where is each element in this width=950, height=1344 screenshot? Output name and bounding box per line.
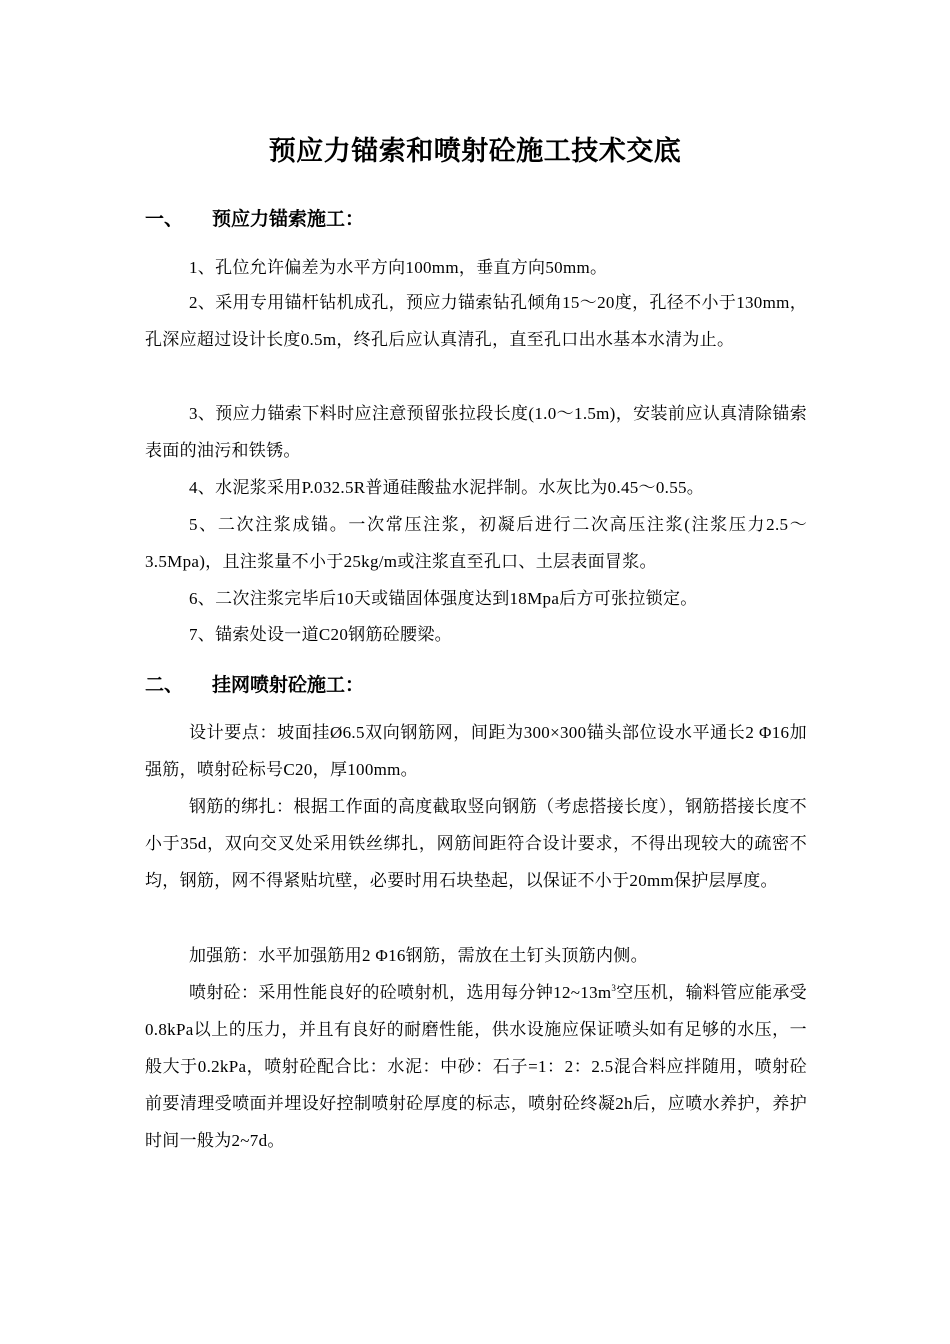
section-1-item-5: 5、二次注浆成锚。一次常压注浆，初凝后进行二次高压注浆(注浆压力2.5～3.5Mpa)，且注浆量不小于25kg/m或注浆直至孔口、土层表面冒浆。 (145, 515, 807, 571)
section-1-title: 预应力锚索施工： (212, 208, 365, 230)
section-1-item-3: 3、预应力锚索下料时应注意预留张拉段长度(1.0～1.5m)，安装前应认真清除锚索表面的油污和铁锈。 (145, 404, 807, 460)
section-1-item-7: 7、锚索处设一道C20钢筋砼腰梁。 (189, 625, 452, 644)
section-1-heading (145, 205, 805, 233)
section-2-reinforcing-bars: 加强筋：水平加强筋用2 Φ16钢筋，需放在土钉头顶筋内侧。 (189, 946, 648, 965)
section-2-shotcrete (145, 974, 807, 1159)
section-1-item-4: 4、水泥浆采用P.032.5R普通硅酸盐水泥拌制。水灰比为0.45～0.55。 (189, 478, 705, 497)
section-1-item-2: 2、采用专用锚杆钻机成孔，预应力锚索钻孔倾角15～20度，孔径不小于130mm，孔深应超过设计长度0.5m，终孔后应认真清孔，直至孔口出水基本水清为止。 (145, 293, 807, 349)
section-2-heading (145, 671, 805, 699)
section-1-item-6: 6、二次注浆完毕后10天或锚固体强度达到18Mpa后方可张拉锁定。 (189, 589, 698, 608)
section-2-number: 二、 (145, 674, 184, 696)
section-2-title: 挂网喷射砼施工： (212, 674, 365, 696)
shotcrete-text-start: 喷射砼：采用性能良好的砼喷射机，选用每分钟12~13m (189, 983, 612, 1002)
section-2-rebar-binding: 钢筋的绑扎：根据工作面的高度截取竖向钢筋（考虑搭接长度），钢筋搭接长度不小于35d，双向交叉处采用铁丝绑扎，网筋间距符合设计要求，不得出现较大的疏密不均，钢筋，网不得紧贴坑壁，必要时用石块垫起，以保证不小于20mm保护层厚度。 (145, 797, 807, 890)
section-2-design-points: 设计要点：坡面挂Ø6.5双向钢筋网，间距为300×300锚头部位设水平通长2 Φ16加强筋，喷射砼标号C20，厚100mm。 (145, 723, 807, 779)
section-1-number: 一、 (145, 208, 184, 230)
section-1-item-1: 1、孔位允许偏差为水平方向100mm，垂直方向50mm。 (189, 258, 608, 277)
shotcrete-text-end: 空压机，输料管应能承受0.8kPa以上的压力，并且有良好的耐磨性能，供水设施应保证喷头如有足够的水压，一般大于0.2kPa，喷射砼配合比：水泥：中砂：石子=1：2：2.5混合料应拌随用，喷射砼前要清理受喷面并埋设好控制喷射砼厚度的标志，喷射砼终凝2h后，应喷水养护，养护时间一般为2~7d。 (145, 983, 807, 1150)
shotcrete-superscript: 3 (611, 983, 617, 993)
document-title: 预应力锚索和喷射砼施工技术交底 (268, 136, 682, 167)
